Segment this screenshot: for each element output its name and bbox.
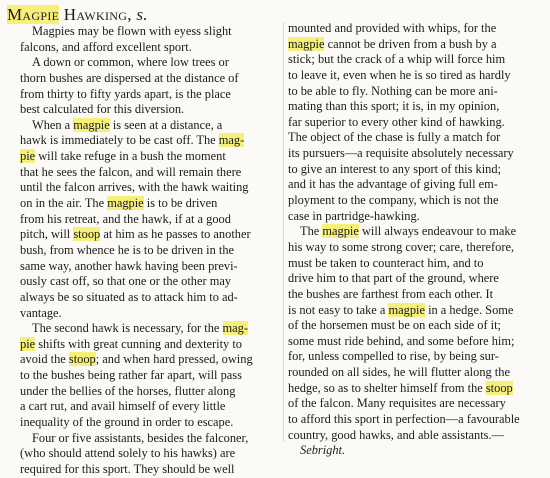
text-line	[20, 431, 278, 447]
text-line	[288, 271, 543, 287]
highlighted-word: magpie	[322, 224, 359, 239]
text-segment: to afford this sport in perfection—a favourable	[288, 412, 520, 427]
heading-rest: Hawking,	[59, 5, 132, 24]
text-line	[20, 321, 278, 337]
text-line	[20, 446, 278, 462]
text-segment: hedge, so as to shelter himself from the	[288, 380, 486, 395]
text-line	[288, 21, 543, 37]
text-segment: ously cast off, so that one or the other may	[20, 274, 232, 289]
text-line	[20, 290, 278, 306]
highlighted-word: stoop	[73, 227, 101, 242]
text-line	[20, 306, 278, 322]
text-line	[288, 52, 543, 68]
text-segment: will always endeavour to make	[358, 224, 517, 239]
text-segment: Four or five assistants, besides the falconer,	[32, 430, 249, 445]
text-segment: vantage.	[20, 305, 62, 320]
highlighted-word: pie	[20, 336, 36, 351]
text-segment: ; and when hard pressed, owing	[95, 352, 253, 367]
text-line	[288, 84, 543, 100]
text-segment: far superior to every other kind of hawking.	[288, 114, 505, 129]
highlighted-word: pie	[20, 149, 36, 164]
text-line	[288, 334, 543, 350]
text-segment: required for this sport. They should be well	[20, 461, 235, 476]
text-line	[20, 55, 278, 71]
text-segment: to the bushes being rather far apart, will pass	[20, 368, 242, 383]
text-line	[288, 396, 543, 412]
text-segment: on in the air. The	[20, 196, 108, 211]
highlighted-word: mag-	[222, 321, 248, 336]
text-line	[288, 240, 543, 256]
text-line	[20, 352, 278, 368]
text-segment: for, unless compelled to rise, by being sur-	[288, 349, 499, 364]
text-segment: thorn bushes are dispersed at the distance of	[20, 70, 239, 85]
text-segment: mating than this sport; it is, in my opinion,	[288, 99, 500, 114]
text-segment: of the horsemen must be on each side of it;	[288, 318, 501, 333]
text-segment: avoid the	[20, 352, 69, 367]
text-line	[20, 337, 278, 353]
text-line	[288, 318, 543, 334]
text-segment: of the falcon. Many requisites are necessary	[288, 396, 506, 411]
text-segment: cannot be driven from a bush by a	[324, 36, 497, 51]
text-segment: until the falcon arrives, with the hawk waiting	[20, 180, 249, 195]
text-segment: and it has the advantage of giving full em-	[288, 177, 498, 192]
text-line	[288, 287, 543, 303]
text-segment: inequality of the ground in order to escape.	[20, 415, 234, 430]
text-line	[288, 303, 543, 319]
text-line	[288, 37, 543, 53]
text-segment: drive him to that part of the ground, where	[288, 271, 499, 286]
text-line	[20, 165, 278, 181]
text-line	[20, 149, 278, 165]
text-line	[20, 196, 278, 212]
text-line	[20, 274, 278, 290]
text-line	[288, 162, 543, 178]
text-segment: The second hawk is necessary, for the	[32, 321, 223, 336]
column-divider	[283, 22, 284, 442]
text-segment: ployment to the company, which is not the	[288, 193, 499, 208]
text-segment: The object of the chase is fully a match for	[288, 130, 501, 145]
text-segment: its pursuers—a requisite absolutely necessary	[288, 146, 514, 161]
text-line	[20, 399, 278, 415]
text-segment: that he sees the falcon, and will remain there	[20, 164, 242, 179]
highlighted-word: magpie	[107, 196, 144, 211]
text-line	[288, 349, 543, 365]
text-segment: will take refuge in a bush the moment	[35, 149, 226, 164]
text-line	[288, 146, 543, 162]
text-segment: some must ride behind, and some before him;	[288, 333, 515, 348]
text-line	[288, 115, 543, 131]
highlighted-word: magpie	[388, 302, 425, 317]
text-segment: is to be driven	[143, 196, 218, 211]
text-segment: under the bellies of the horses, flutter along	[20, 383, 236, 398]
text-segment: at him as he passes to another	[100, 227, 251, 242]
text-line	[20, 40, 278, 56]
text-segment: to give an interest to any sport of this kind;	[288, 161, 502, 176]
text-segment: same way, another hawk having been previ-	[20, 258, 238, 273]
text-line	[288, 365, 543, 381]
text-line	[20, 243, 278, 259]
entry-heading	[7, 5, 148, 25]
text-line	[20, 462, 278, 478]
signature: Sebright.	[300, 443, 346, 458]
text-segment: rounded on all sides, he will flutter along the	[288, 365, 510, 380]
text-line	[20, 71, 278, 87]
text-line	[288, 224, 543, 240]
text-segment: from his retreat, and the hawk, if at a good	[20, 211, 231, 226]
heading-headword: Magpie	[7, 5, 60, 24]
text-segment: the bushes are farthest from each other. It	[288, 286, 494, 301]
text-segment: hawk is immediately to be cast off. The	[20, 133, 219, 148]
text-line	[20, 24, 278, 40]
text-line	[288, 412, 543, 428]
highlighted-word: mag-	[218, 133, 245, 148]
text-segment: country, good hawks, and able assistants.—	[288, 427, 504, 442]
text-segment: is not easy to take a	[288, 302, 389, 317]
right-column	[288, 21, 543, 459]
text-line	[20, 384, 278, 400]
text-segment: to be able to fly. Nothing can be more ani-	[288, 83, 498, 98]
text-segment: stick; but the crack of a whip will force him	[288, 52, 506, 67]
text-segment: must be taken to counteract him, and to	[288, 255, 484, 270]
text-segment: The	[300, 224, 323, 239]
text-segment: mounted and provided with whips, for the	[288, 21, 497, 35]
text-segment: shifts with great cunning and dexterity to	[35, 336, 242, 351]
text-line	[20, 133, 278, 149]
text-segment: Magpies may be flown with eyess slight	[32, 24, 232, 38]
text-line	[288, 256, 543, 272]
text-line	[20, 227, 278, 243]
text-line	[20, 87, 278, 103]
text-line	[20, 368, 278, 384]
text-segment: A down or common, where low trees or	[32, 55, 229, 70]
text-segment: pitch, will	[20, 227, 74, 242]
highlighted-word: stoop	[485, 380, 513, 395]
left-column	[20, 24, 278, 478]
text-segment: best calculated for this diversion.	[20, 102, 185, 117]
text-line	[20, 415, 278, 431]
text-line	[288, 99, 543, 115]
text-segment: (who should attend solely to his hawks) are	[20, 446, 236, 461]
text-line	[20, 180, 278, 196]
text-segment: bush, from whence he is to be driven in the	[20, 242, 235, 257]
text-segment: to leave it, even when he is so tired as hardly	[288, 67, 511, 82]
text-line	[288, 193, 543, 209]
text-segment: is seen at a distance, a	[109, 117, 223, 132]
text-segment: his way to some strong cover; care, therefore,	[288, 239, 515, 254]
text-segment: always be so situated as to attack him to ad-	[20, 289, 238, 304]
text-segment: from thirty to fifty yards apart, is the place	[20, 86, 231, 101]
text-line	[288, 68, 543, 84]
text-segment: a cart rut, and avail himself of every little	[20, 399, 226, 414]
text-line	[288, 209, 543, 225]
text-segment: case in partridge-hawking.	[288, 208, 420, 223]
text-line	[20, 118, 278, 134]
text-line	[20, 102, 278, 118]
text-line	[20, 212, 278, 228]
text-line	[288, 177, 543, 193]
text-segment: When a	[32, 117, 74, 132]
text-line	[288, 130, 543, 146]
heading-part-of-speech: s.	[136, 5, 148, 24]
text-segment: in a hedge. Some	[424, 302, 514, 317]
text-segment: falcons, and afford excellent sport.	[20, 39, 192, 54]
highlighted-word: stoop	[68, 352, 96, 367]
text-line	[288, 428, 543, 444]
text-line	[288, 381, 543, 397]
highlighted-word: magpie	[288, 36, 325, 51]
text-line	[20, 259, 278, 275]
highlighted-word: magpie	[73, 117, 110, 132]
